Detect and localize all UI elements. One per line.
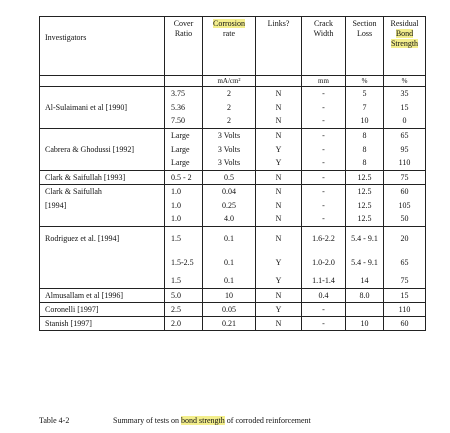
table-row [40, 129, 426, 143]
cell-rate: 2 [203, 87, 256, 101]
table-row [40, 143, 426, 157]
caption-highlight: bond strength [181, 416, 225, 425]
table-row [40, 185, 426, 199]
cell-loss: 8.0 [346, 289, 384, 303]
cell-investigator [40, 213, 165, 227]
cell-crack: - [302, 87, 346, 101]
cell-residual: 105 [384, 199, 426, 213]
header-investigators: Investigators [40, 17, 165, 76]
cell-loss: 14 [346, 275, 384, 289]
cell-loss: 12.5 [346, 185, 384, 199]
cell-cover: 0.5 - 2 [165, 171, 203, 185]
caption-text-before: Summary of tests on [113, 416, 181, 425]
cell-links: Y [256, 143, 302, 157]
cell-cover: 1.5 [165, 275, 203, 289]
caption-number: Table 4-2 [39, 416, 70, 425]
unit-cell [165, 76, 203, 87]
cell-links: N [256, 129, 302, 143]
table-row [40, 275, 426, 289]
header-corrosion-rate: Corrosion rate [203, 17, 256, 76]
cell-investigator: Coronelli [1997] [40, 303, 165, 317]
table-row [40, 199, 426, 213]
table-row [40, 101, 426, 115]
cell-rate: 2 [203, 115, 256, 129]
cell-rate: 0.1 [203, 275, 256, 289]
cell-links: N [256, 289, 302, 303]
cell-loss: 12.5 [346, 199, 384, 213]
cell-crack: - [302, 171, 346, 185]
cell-rate: 3 Volts [203, 129, 256, 143]
cell-residual: 60 [384, 185, 426, 199]
cell-crack: 0.4 [302, 289, 346, 303]
cell-cover: Large [165, 157, 203, 171]
table-row [40, 157, 426, 171]
cell-loss: 5 [346, 87, 384, 101]
unit-cell: % [346, 76, 384, 87]
cell-links: Y [256, 251, 302, 275]
cell-investigator: Stanish [1997] [40, 317, 165, 331]
cell-loss: 12.5 [346, 171, 384, 185]
cell-cover: 5.36 [165, 101, 203, 115]
cell-cover: 1.5-2.5 [165, 251, 203, 275]
table-row [40, 303, 426, 317]
cell-investigator [40, 157, 165, 171]
table-row [40, 115, 426, 129]
header-section-loss: Section Loss [346, 17, 384, 76]
cell-loss: 8 [346, 143, 384, 157]
cell-residual: 110 [384, 303, 426, 317]
cell-cover: Large [165, 143, 203, 157]
table-caption [39, 416, 311, 425]
cell-crack: - [302, 213, 346, 227]
cell-rate: 0.1 [203, 251, 256, 275]
cell-residual: 35 [384, 87, 426, 101]
cell-rate: 0.25 [203, 199, 256, 213]
cell-cover: 1.0 [165, 199, 203, 213]
cell-rate: 0.05 [203, 303, 256, 317]
cell-investigator [40, 275, 165, 289]
cell-investigator: Almusallam et al [1996] [40, 289, 165, 303]
table-row [40, 251, 426, 275]
header-residual-bond-strength: Residual Bond Strength [384, 17, 426, 76]
cell-links: N [256, 213, 302, 227]
unit-cell: % [384, 76, 426, 87]
unit-cell [256, 76, 302, 87]
cell-cover: 1.5 [165, 227, 203, 251]
cell-investigator [40, 129, 165, 143]
cell-rate: 4.0 [203, 213, 256, 227]
cell-residual: 75 [384, 171, 426, 185]
cell-loss: 5.4 - 9.1 [346, 251, 384, 275]
cell-links: Y [256, 275, 302, 289]
cell-rate: 2 [203, 101, 256, 115]
unit-cell [40, 76, 165, 87]
cell-loss: 10 [346, 317, 384, 331]
cell-investigator [40, 251, 165, 275]
cell-links: Y [256, 303, 302, 317]
header-row [40, 17, 426, 76]
cell-residual: 95 [384, 143, 426, 157]
cell-cover: Large [165, 129, 203, 143]
cell-crack: 1.6-2.2 [302, 227, 346, 251]
unit-cell: mA/cm² [203, 76, 256, 87]
cell-links: Y [256, 157, 302, 171]
cell-crack: - [302, 101, 346, 115]
cell-rate: 0.21 [203, 317, 256, 331]
caption-text-after: of corroded reinforcement [224, 416, 311, 425]
cell-residual: 50 [384, 213, 426, 227]
cell-crack: - [302, 115, 346, 129]
cell-loss: 5.4 - 9.1 [346, 227, 384, 251]
cell-crack: - [302, 157, 346, 171]
cell-cover: 2.5 [165, 303, 203, 317]
cell-links: N [256, 185, 302, 199]
cell-crack: - [302, 317, 346, 331]
cell-links: N [256, 227, 302, 251]
table-row [40, 213, 426, 227]
table-row [40, 289, 426, 303]
header-crack-width: Crack Width [302, 17, 346, 76]
cell-loss: 8 [346, 157, 384, 171]
header-links: Links? [256, 17, 302, 76]
table-body [40, 76, 426, 331]
cell-links: N [256, 87, 302, 101]
cell-cover: 5.0 [165, 289, 203, 303]
cell-loss: 10 [346, 115, 384, 129]
table-row [40, 87, 426, 101]
cell-cover: 2.0 [165, 317, 203, 331]
cell-crack: 1.0-2.0 [302, 251, 346, 275]
units-row [40, 76, 426, 87]
cell-residual: 60 [384, 317, 426, 331]
cell-residual: 0 [384, 115, 426, 129]
cell-crack: - [302, 199, 346, 213]
cell-rate: 0.1 [203, 227, 256, 251]
table-row [40, 227, 426, 251]
cell-links: N [256, 101, 302, 115]
cell-investigator: Cabrera & Ghodussi [1992] [40, 143, 165, 157]
cell-investigator [40, 115, 165, 129]
cell-crack: - [302, 143, 346, 157]
cell-cover: 7.50 [165, 115, 203, 129]
cell-rate: 3 Volts [203, 143, 256, 157]
summary-table [39, 16, 426, 331]
cell-residual: 15 [384, 101, 426, 115]
cell-cover: 1.0 [165, 213, 203, 227]
cell-loss [346, 303, 384, 317]
cell-crack: - [302, 129, 346, 143]
cell-crack: - [302, 303, 346, 317]
cell-investigator: Rodriguez et al. [1994] [40, 227, 165, 251]
cell-residual: 75 [384, 275, 426, 289]
cell-links: N [256, 171, 302, 185]
cell-residual: 65 [384, 129, 426, 143]
cell-investigator: Al-Sulaimani et al [1990] [40, 101, 165, 115]
cell-links: N [256, 115, 302, 129]
cell-investigator: [1994] [40, 199, 165, 213]
cell-cover: 3.75 [165, 87, 203, 101]
cell-investigator: Clark & Saifullah [40, 185, 165, 199]
cell-crack: 1.1-1.4 [302, 275, 346, 289]
cell-rate: 0.04 [203, 185, 256, 199]
cell-residual: 110 [384, 157, 426, 171]
cell-loss: 12.5 [346, 213, 384, 227]
cell-loss: 7 [346, 101, 384, 115]
cell-cover: 1.0 [165, 185, 203, 199]
cell-residual: 15 [384, 289, 426, 303]
cell-investigator [40, 87, 165, 101]
unit-cell: mm [302, 76, 346, 87]
table-row [40, 317, 426, 331]
table-row [40, 171, 426, 185]
cell-investigator: Clark & Saifullah [1993] [40, 171, 165, 185]
cell-loss: 8 [346, 129, 384, 143]
cell-crack: - [302, 185, 346, 199]
cell-rate: 3 Volts [203, 157, 256, 171]
cell-rate: 10 [203, 289, 256, 303]
cell-residual: 65 [384, 251, 426, 275]
header-cover-ratio: Cover Ratio [165, 17, 203, 76]
cell-links: N [256, 199, 302, 213]
cell-links: N [256, 317, 302, 331]
cell-residual: 20 [384, 227, 426, 251]
cell-rate: 0.5 [203, 171, 256, 185]
